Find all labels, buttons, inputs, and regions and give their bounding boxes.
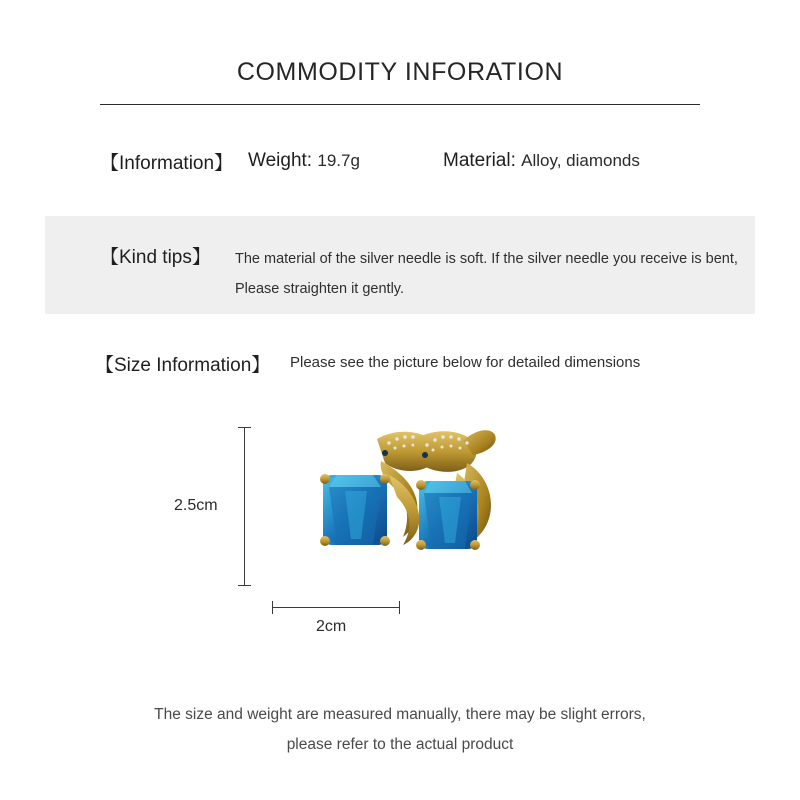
- width-measure-cap-left: [272, 601, 273, 614]
- size-figure: [174, 415, 570, 645]
- title-divider: [100, 104, 700, 105]
- size-information-label: 【Size Information】: [95, 355, 271, 376]
- weight-label: Weight:: [248, 150, 313, 171]
- material-label: Material:: [443, 150, 516, 171]
- weight-group: [248, 150, 360, 172]
- information-label: 【Information】: [100, 153, 234, 174]
- kind-tips-label: 【Kind tips】: [100, 247, 211, 268]
- height-measure-line: [244, 427, 245, 585]
- width-dimension-label: 2cm: [316, 618, 347, 635]
- material-group: [443, 150, 640, 172]
- page-title: COMMODITY INFORATION: [236, 58, 564, 86]
- height-measure-cap-top: [238, 427, 251, 428]
- footer-line-1: The size and weight are measured manually, there may be slight errors,: [154, 706, 646, 723]
- weight-value: 19.7g: [317, 151, 360, 170]
- footer-line-2: please refer to the actual product: [286, 736, 514, 753]
- footer-note: [0, 700, 800, 760]
- information-row: [100, 148, 720, 182]
- kind-tips-line-1: The material of the silver needle is soft. If the silver needle you receive is bent,: [235, 251, 738, 267]
- right-earring: [413, 430, 496, 550]
- fish-earrings-image: [285, 417, 545, 577]
- kind-tips-body: [235, 244, 740, 304]
- size-information-note: Please see the picture below for detailed dimensions: [290, 354, 641, 371]
- kind-tips-band: [45, 216, 755, 314]
- width-measure-cap-right: [399, 601, 400, 614]
- height-measure-cap-bottom: [238, 585, 251, 586]
- height-dimension-label: 2.5cm: [174, 497, 218, 514]
- kind-tips-line-2: Please straighten it gently.: [235, 281, 404, 297]
- material-value: Alloy, diamonds: [521, 151, 640, 170]
- width-measure-line: [272, 607, 400, 608]
